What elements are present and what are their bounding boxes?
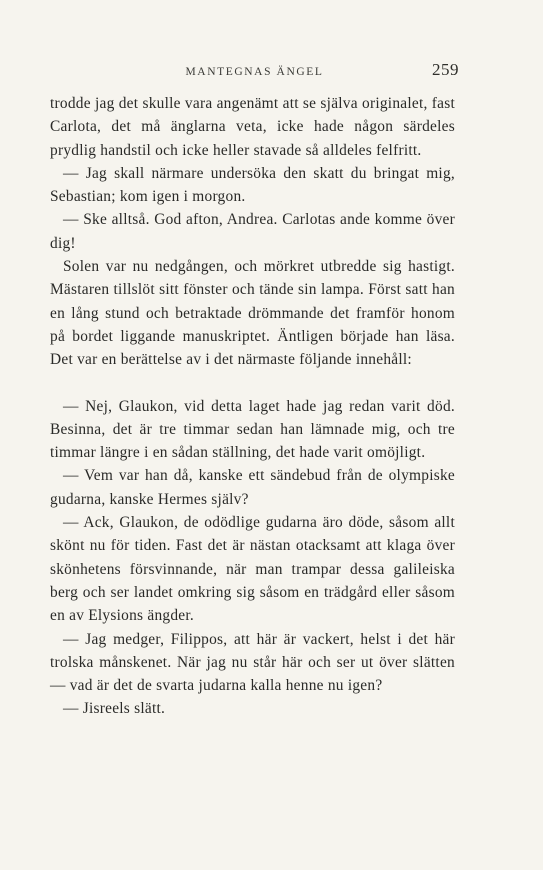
running-header xyxy=(50,60,459,86)
page-number: 259 xyxy=(432,60,459,79)
paragraph-narrative: Solen var nu nedgången, och mörkret utbredde sig hastigt. Mästaren tillslöt sitt fönster och tände sin lampa. Först satt han en lång stund och betraktade drömmande det framför honom på bordet liggande manuskriptet. Äntligen började han läsa. Det var en berättelse av i det närmaste följande innehåll: xyxy=(50,258,455,369)
paragraph-dialogue: — Jag medger, Filippos, att här är vackert, helst i det här trolska månskenet. När jag nu står här och ser ut över slätten — vad är det de svarta judarna kalla henne nu igen? xyxy=(50,630,455,695)
paragraph-dialogue: — Vem var han då, kanske ett sändebud från de olympiske gudarna, kanske Hermes själv? xyxy=(50,467,455,508)
paragraph-dialogue: — Jag skall närmare undersöka den skatt du bringat mig, Sebastian; kom igen i morgon. xyxy=(50,164,455,206)
running-title: MANTEGNAS ÄNGEL xyxy=(185,66,324,78)
body-text xyxy=(50,92,455,721)
paragraph-dialogue: — Nej, Glaukon, vid detta laget hade jag redan varit död. Besinna, det är tre timmar sedan han lämnade mig, och tre timmar längre i en sådan ställning, det hade varit omöjligt. xyxy=(50,397,455,462)
paragraph-dialogue: — Ack, Glaukon, de odödlige gudarna äro döde, såsom allt skönt nu för tiden. Fast det är nästan otacksamt att klaga över skönhetens försvinnande, när man trampar dessa galileiska berg och ser landet omkring sig såsom en trädgård eller såsom en av Elysions ängder. xyxy=(50,514,455,625)
paragraph-dialogue: — Ske alltså. God afton, Andrea. Carlotas ande komme över dig! xyxy=(50,211,455,252)
section-break xyxy=(50,372,455,395)
paragraph-dialogue: — Jisreels slätt. xyxy=(63,700,166,718)
paragraph-continuation: trodde jag det skulle vara angenämt att se själva originalet, fast Carlota, det må änglarna veta, icke hade någon särdeles prydlig handstil och icke heller stavade så alldeles felfritt. xyxy=(50,95,455,159)
